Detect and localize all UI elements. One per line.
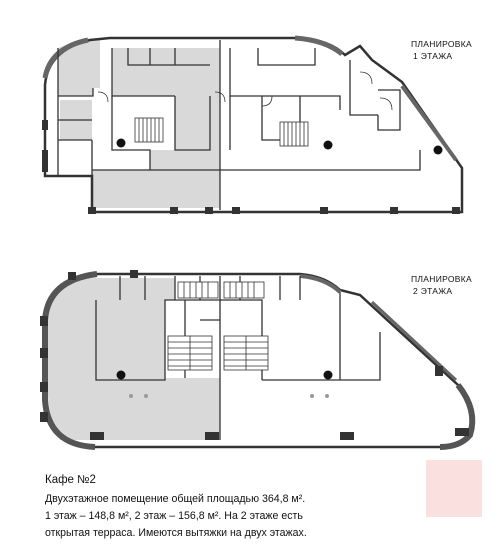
cafe-description-line3: открытая терраса. Имеются вытяжки на двух этажах. [45, 527, 307, 539]
cafe-description-line1: Двухэтажное помещение общей площадью 364,8 м². [45, 493, 306, 505]
cafe-title: Кафе №2 [45, 474, 96, 486]
cafe-description-line2: 1 этаж – 148,8 м², 2 этаж – 156,8 м². На 2 этаже есть [45, 510, 303, 522]
floor-1-label-line1: ПЛАНИРОВКА [411, 39, 472, 49]
floor-1-column [117, 139, 126, 148]
floor-1-plan [42, 38, 462, 214]
floor-1-column [324, 141, 333, 150]
floor-2-label-line2: 2 ЭТАЖА [413, 286, 453, 296]
floor-2-label-line1: ПЛАНИРОВКА [411, 274, 472, 284]
floor-1-column [434, 146, 443, 155]
floor-2-glazing-right [440, 385, 472, 447]
color-swatch [426, 460, 482, 517]
floor-2-column [117, 371, 126, 380]
floor-2-glazing-diagonal [372, 302, 456, 380]
floor-2-label [411, 273, 472, 297]
floor-2-plan [40, 270, 472, 447]
floor-2-column [324, 371, 333, 380]
floor-1-glazing-right [402, 86, 456, 160]
floor-1-stairs [135, 118, 308, 146]
floor-1-label-line2: 1 ЭТАЖА [413, 51, 453, 61]
floor-1-label [411, 38, 472, 62]
cafe-description [45, 491, 385, 542]
floor-2-stairs [168, 282, 268, 370]
